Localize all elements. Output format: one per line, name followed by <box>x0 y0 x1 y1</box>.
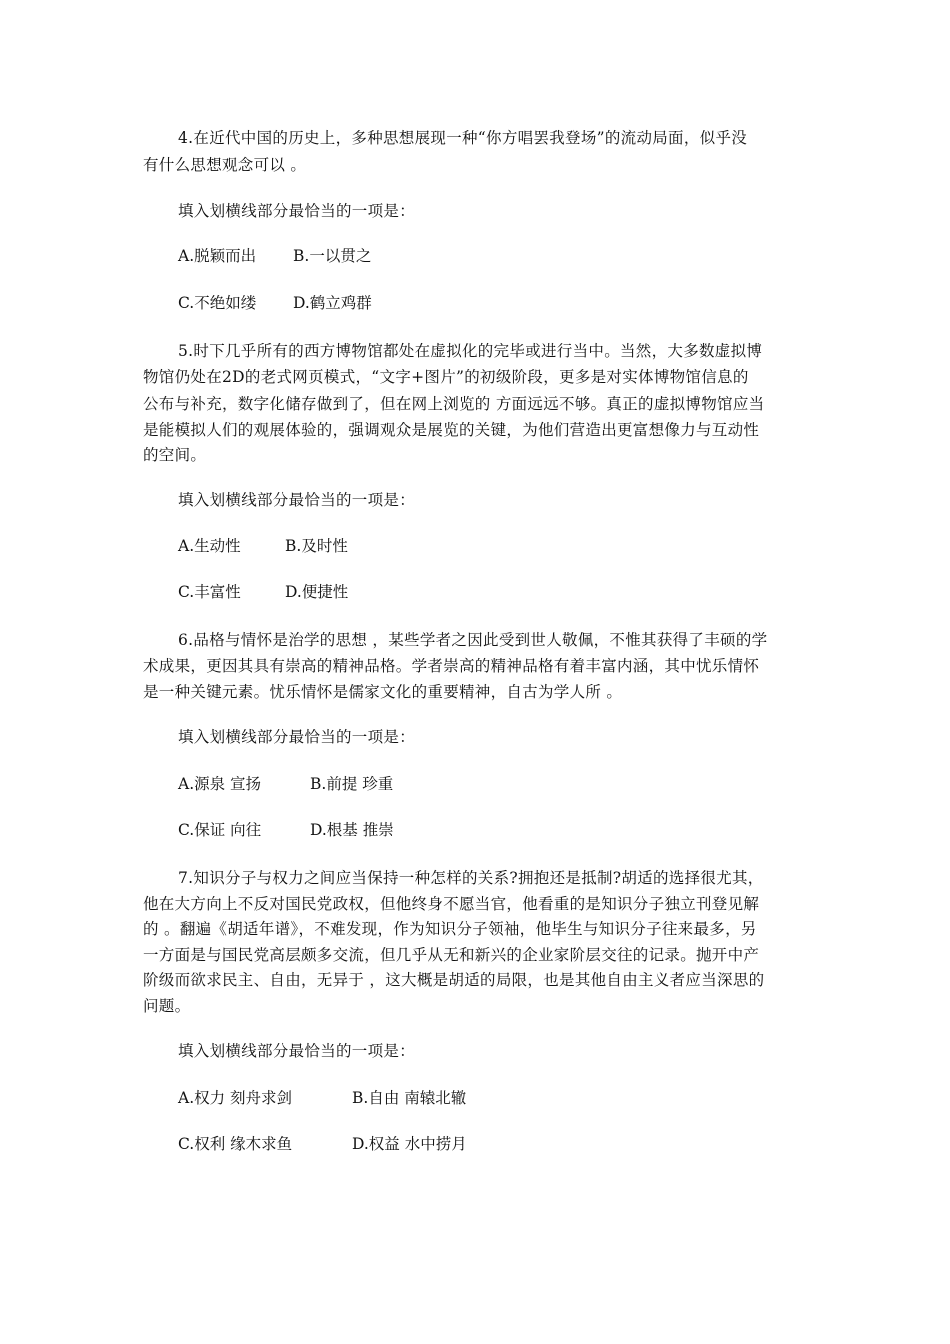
question-7-option-c: C.权利 缘木求鱼 <box>178 1135 293 1153</box>
question-7-line-2: 他在大方向上不反对国民党政权，但他终身不愿当官，他看重的是知识分子独立刊登见解 <box>143 895 760 913</box>
question-7-prompt: 填入划横线部分最恰当的一项是： <box>178 1042 416 1060</box>
question-7-line-5: 阶级而欲求民主、自由，无异于 ，这大概是胡适的局限，也是其他自由主义者应当深思的 <box>143 971 765 989</box>
question-6-line-2: 术成果，更因其具有崇高的精神品格。学者崇高的精神品格有着丰富内涵，其中忧乐情怀 <box>143 657 760 675</box>
question-6-option-a: A.源泉 宣扬 <box>178 775 262 793</box>
question-4-option-b: B.一以贯之 <box>293 247 372 265</box>
question-6-option-b: B.前提 珍重 <box>310 775 394 793</box>
question-5-option-d: D.便捷性 <box>285 583 349 601</box>
question-7-option-a: A.权力 刻舟求剑 <box>178 1089 293 1107</box>
question-5-line-1: 5.时下几乎所有的西方博物馆都处在虚拟化的完毕或进行当中。当然，大多数虚拟博 <box>178 342 763 360</box>
question-7-option-d: D.权益 水中捞月 <box>352 1135 467 1153</box>
question-5-line-3: 公布与补充，数字化储存做到了，但在网上浏览的 方面远远不够。真正的虚拟博物馆应当 <box>143 395 765 413</box>
question-4-option-d: D.鹤立鸡群 <box>293 294 372 312</box>
question-6-prompt: 填入划横线部分最恰当的一项是： <box>178 728 416 746</box>
question-5-line-2: 物馆仍处在2D的老式网页模式，“文字+图片”的初级阶段，更多是对实体博物馆信息的 <box>143 368 749 386</box>
question-5-option-a: A.生动性 <box>178 537 241 555</box>
question-5-option-c: C.丰富性 <box>178 583 241 601</box>
question-7-line-1: 7.知识分子与权力之间应当保持一种怎样的关系?拥抱还是抵制?胡适的选择很尤其， <box>178 869 764 887</box>
question-7-line-6: 问题。 <box>143 997 191 1015</box>
question-5-line-4: 是能模拟人们的观展体验的，强调观众是展览的关键，为他们营造出更富想像力与互动性 <box>143 421 760 439</box>
question-6-line-1: 6.品格与情怀是治学的思想 ，某些学者之因此受到世人敬佩，不惟其获得了丰硕的学 <box>178 631 768 649</box>
question-5-line-5: 的空间。 <box>143 446 207 464</box>
question-6-option-d: D.根基 推崇 <box>310 821 394 839</box>
question-4-line-1: 4.在近代中国的历史上，多种思想展现一种“你方唱罢我登场”的流动局面，似乎没 <box>178 129 748 147</box>
question-4-prompt: 填入划横线部分最恰当的一项是： <box>178 202 416 220</box>
question-5-option-b: B.及时性 <box>285 537 348 555</box>
question-7-line-4: 一方面是与国民党高层颇多交流，但几乎从无和新兴的企业家阶层交往的记录。抛开中产 <box>143 946 760 964</box>
question-6-option-c: C.保证 向往 <box>178 821 262 839</box>
question-7-line-3: 的 。翻遍《胡适年谱》，不难发现，作为知识分子领袖，他毕生与知识分子往来最多，另 <box>143 920 757 938</box>
question-5-prompt: 填入划横线部分最恰当的一项是： <box>178 491 416 509</box>
question-4-line-2: 有什么思想观念可以 。 <box>143 156 307 174</box>
question-7-option-b: B.自由 南辕北辙 <box>352 1089 467 1107</box>
question-4-option-a: A.脱颖而出 <box>178 247 257 265</box>
question-4-option-c: C.不绝如缕 <box>178 294 257 312</box>
question-6-line-3: 是一种关键元素。忧乐情怀是儒家文化的重要精神，自古为学人所 。 <box>143 683 623 701</box>
